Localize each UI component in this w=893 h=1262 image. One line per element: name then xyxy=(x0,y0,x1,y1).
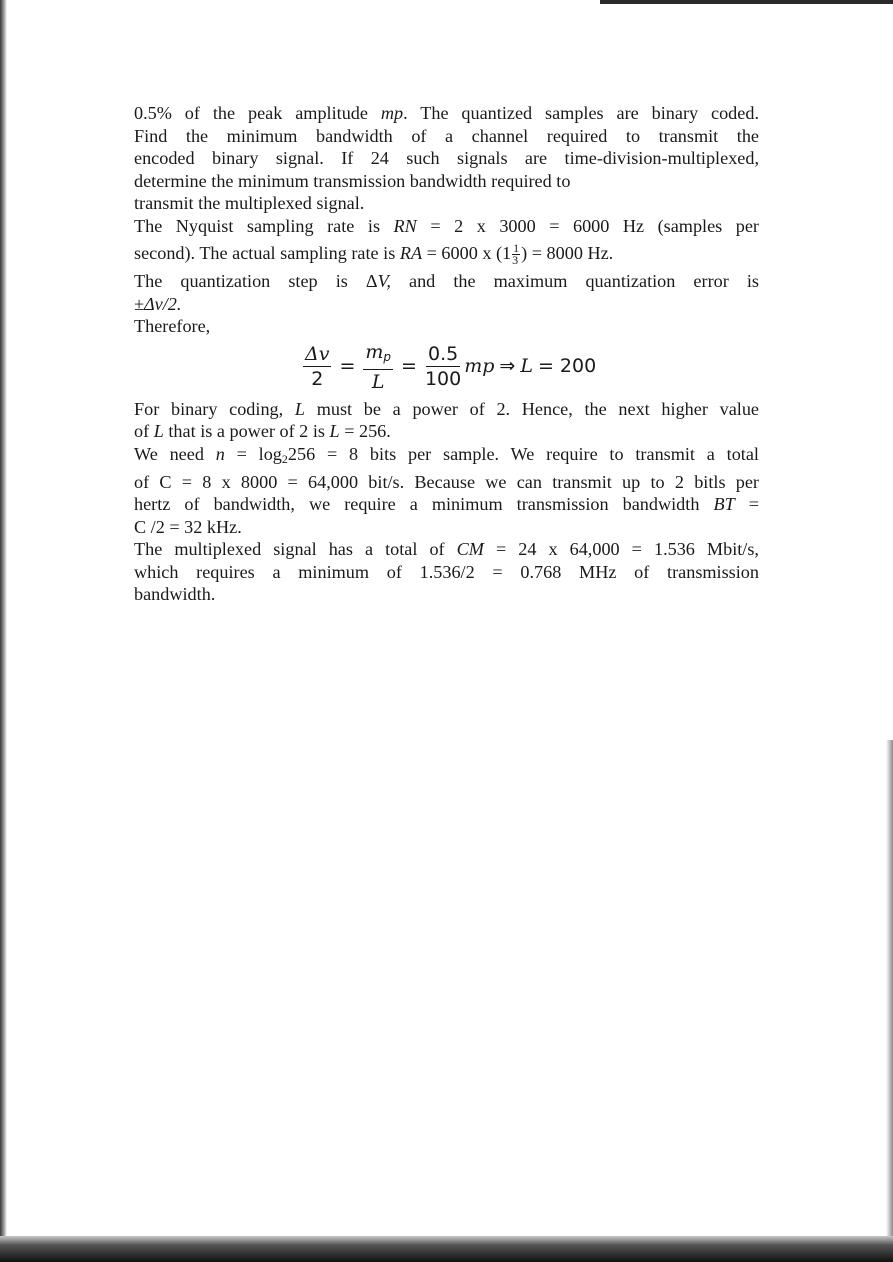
bits-line-4: C /2 = 32 kHz. xyxy=(134,516,242,537)
problem-line-1: 0.5% of the peak amplitude mp. The quantized samples are binary coded. xyxy=(134,103,759,123)
bits-line-1: We need $n = \log_2256 = 8$ bits per sample. We require to transmit a total xyxy=(134,443,759,466)
nyquist-line-2: second). The actual sampling rate is RA = 6000 x (1 $\frac{1}{3}$ ) = 8000 Hz. xyxy=(134,240,614,267)
problem-line-5: transmit the multiplexed signal. xyxy=(134,193,365,214)
scan-edge-top xyxy=(600,0,893,4)
mux-line-1: The multiplexed signal has a total of CM = 24 x 64,000 = 1.536 Mbit/s, xyxy=(134,539,759,560)
fraction-mp-over-L: $\frac{m_p}{L}$ xyxy=(365,340,392,393)
problem-line-4: determine the minimum transmission bandwidth required to xyxy=(134,170,571,191)
bits-line-2: of C = 8 x 8000 = 64,000 bit/s. Because we can transmit up to 2 bitls per xyxy=(134,471,759,492)
quantization-equation: $\frac{\Delta v}{2}$ = $\frac{m_p}{L}$ = $\frac{0.5}{100}$ mp ⇒ L = 200 xyxy=(305,340,597,393)
scan-edge-left xyxy=(0,0,7,1262)
problem-line-2: Find the minimum bandwidth of a channel required to transmit the xyxy=(134,125,759,146)
fraction-delta-v-over-2: $\frac{\Delta v}{2}$ xyxy=(305,343,330,391)
document-body xyxy=(134,102,759,606)
scan-edge-right xyxy=(886,740,893,1236)
bits-line-3: hertz of bandwidth, we require a minimum transmission bandwidth BT = xyxy=(134,494,759,515)
binary-line-1: For binary coding, L must be a power of 2. Hence, the next higher value xyxy=(134,398,759,419)
one-third-fraction: $\frac{1}{3}$ xyxy=(512,240,520,267)
nyquist-line-1: The Nyquist sampling rate is RN = 2 x 3000 = 6000 Hz (samples per xyxy=(134,215,759,236)
therefore-line: Therefore, xyxy=(134,316,211,337)
mux-line-2: which requires a minimum of 1.536/2 = 0.768 MHz of transmission xyxy=(134,561,759,582)
problem-line-3: encoded binary signal. If 24 such signals are time-division-multiplexed, xyxy=(134,148,759,169)
scan-edge-bottom xyxy=(0,1236,893,1262)
quant-line-2: ±Δv/2. xyxy=(134,293,182,314)
quant-line-1: The quantization step is ΔV, and the maximum quantization error is xyxy=(134,270,759,291)
mux-line-3: bandwidth. xyxy=(134,584,216,605)
binary-line-2: of L that is a power of 2 is L = 256. xyxy=(134,421,391,442)
fraction-half-percent: $\frac{0.5}{100}$ xyxy=(424,343,462,391)
